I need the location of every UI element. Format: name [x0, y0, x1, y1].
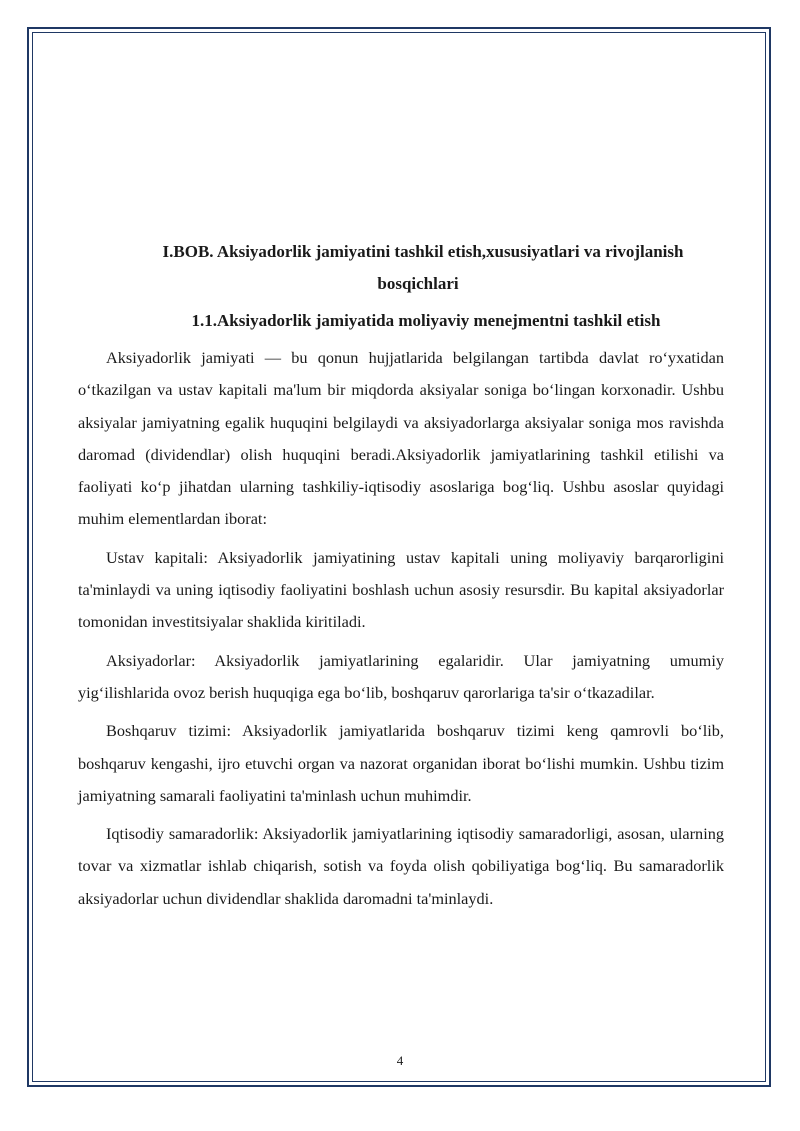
paragraph-aksiyadorlar: Aksiyadorlar: Aksiyadorlik jamiyatlarining egalaridir. Ular jamiyatning umumiy yig‘ilishlarida ovoz berish huquqiga ega bo‘lib, boshqaruv qarorlariga ta'sir o‘tkazadilar.	[78, 650, 724, 702]
paragraph-boshqaruv-tizimi: Boshqaruv tizimi: Aksiyadorlik jamiyatlarida boshqaruv tizimi keng qamrovli bo‘lib, boshqaruv kengashi, ijro etuvchi organ va nazorat organidan iborat bo‘lishi mumkin. Ushbu tizim jamiyatning samarali faoliyatini ta'minlash uchun muhimdir.	[78, 721, 724, 805]
paragraph-iqtisodiy-samaradorlik: Iqtisodiy samaradorlik: Aksiyadorlik jamiyatlarining iqtisodiy samaradorligi, asosan, ularning tovar va xizmatlar ishlab chiqarish, sotish va foyda olish qobiliyatiga bog‘liq. Bu samaradorlik aksiyadorlar uchun dividendlar shaklida daromadni ta'minlaydi.	[78, 824, 724, 908]
chapter-title	[78, 236, 724, 300]
paragraph-ustav-kapitali: Ustav kapitali: Aksiyadorlik jamiyatining ustav kapitali uning moliyaviy barqarorligini ta'minlaydi va uning iqtisodiy faoliyatini boshlash uchun asosiy resursdir. Bu kapital aksiyadorlar tomonidan investitsiyalar shaklida kiritiladi.	[78, 547, 724, 632]
page-number: 4	[396, 1053, 404, 1068]
paragraph-intro: Aksiyadorlik jamiyati — bu qonun hujjatlarida belgilangan tartibda davlat ro‘yxatidan o‘tkazilgan va ustav kapitali ma'lum bir miqdorda aksiyalar soniga bo‘lingan korxonadir. Ushbu aksiyalar jamiyatning egalik huquqini belgilaydi va aksiyadorlarga aksiyalar soniga mos ravishda daromad (dividendlar) olish huquqini beradi.Aksiyadorlik jamiyatlarining tashkil etilishi va faoliyati ko‘p jihatdan ularning tashkiliy-iqtisodiy asoslariga bog‘liq. Ushbu asoslar quyidagi muhim elementlardan iborat:	[78, 348, 724, 529]
section-title: 1.1.Aksiyadorlik jamiyatida moliyaviy menejmentni tashkil etish	[191, 311, 661, 330]
chapter-title-line1: I.BOB. Aksiyadorlik jamiyatini tashkil etish,xususiyatlari va rivojlanish	[162, 242, 684, 261]
document-body	[78, 236, 724, 921]
chapter-title-line2: bosqichlari	[377, 274, 459, 293]
